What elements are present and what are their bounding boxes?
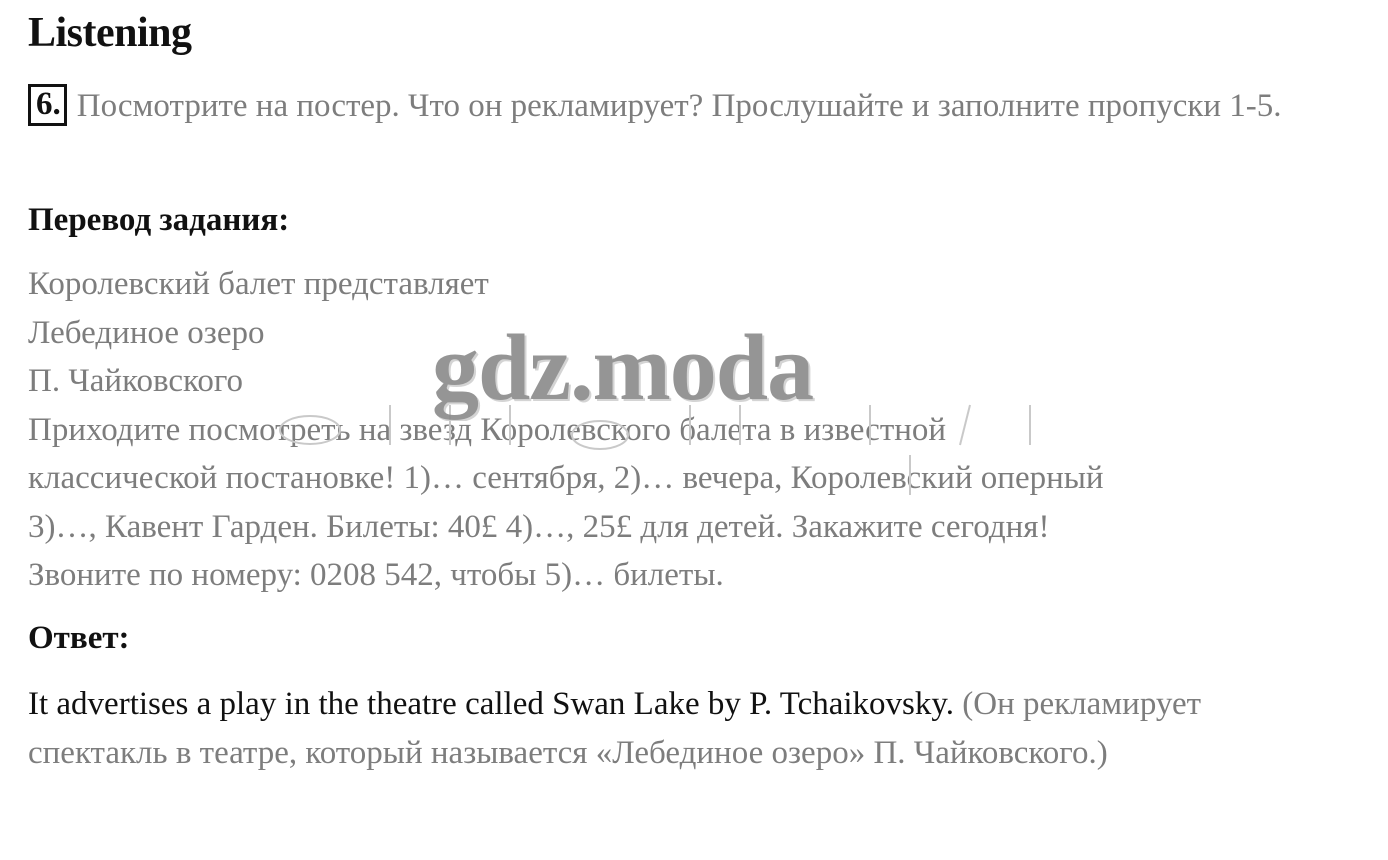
answer-english: It advertises a play in the theatre called Swan Lake by P. Tchaikovsky. [28, 686, 954, 722]
watermark-logo: gdz.moda [432, 316, 814, 420]
translation-text [28, 260, 1358, 600]
translation-line: классической постановке! 1)… сентября, 2)… вечера, Королевский оперный [28, 460, 1104, 496]
translation-line: Лебединое озеро [28, 314, 265, 351]
answer-russian: (Он рекламирует спектакль в театре, который называется «Лебединое озеро» П. Чайковского.) [28, 686, 1202, 771]
translation-label: Перевод задания: [28, 202, 290, 238]
task-number-box: 6. [28, 84, 67, 126]
task-text: Посмотрите на постер. Что он рекламирует? Прослушайте и заполните пропуски 1-5. [76, 88, 1282, 124]
translation-line: Приходите посмотреть на звезд Королевского балета в известной [28, 411, 947, 448]
answer-label: Ответ: [28, 620, 130, 656]
section-title: Listening [28, 10, 192, 56]
task-instruction [28, 82, 1328, 130]
translation-line: П. Чайковского [28, 363, 244, 399]
translation-line: Королевский балет представляет [28, 266, 489, 302]
translation-line: 3)…, Кавент Гарден. Билеты: 40£ 4)…, 25£ для детей. Закажите сегодня! [28, 508, 1050, 545]
answer-text [28, 680, 1328, 777]
translation-line: Звоните по номеру: 0208 542, чтобы 5)… билеты. [28, 557, 724, 593]
